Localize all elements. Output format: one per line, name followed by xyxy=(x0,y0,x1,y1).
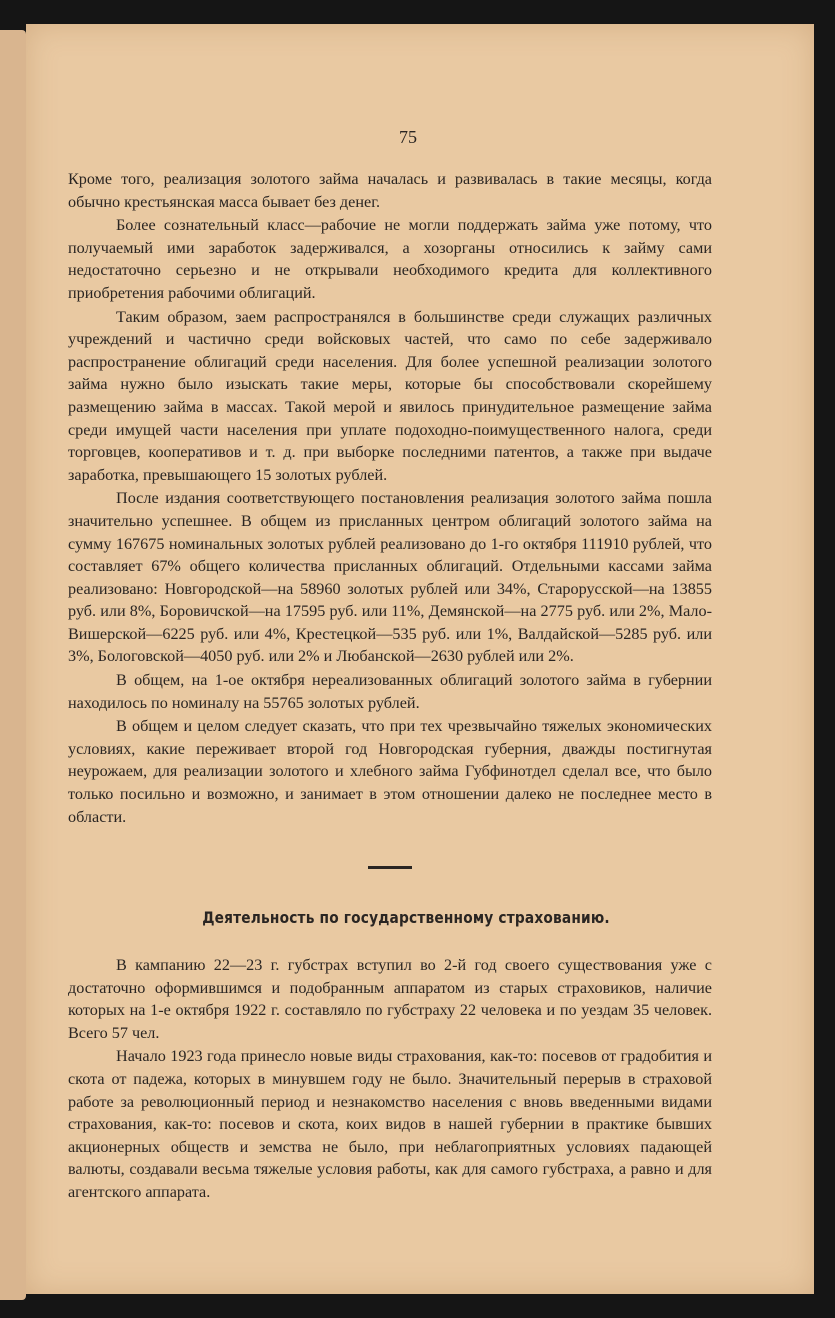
paragraph: Кроме того, реализация золотого займа началась и развивалась в такие месяцы, когда обычно крестьянская масса бывает без денег. xyxy=(68,170,712,211)
paragraph: После издания соответствующего постановления реализация золотого займа пошла значительно успешнее. В общем из присланных центром облигаций золотого займа на сумму 167675 номинальных золотых рублей реализовано до 1-го октября 111910 рублей, что составляет 67% общего количества присланных облигаций. Отдельными кассами займа реализовано: Новгородской—на 58960 золотых рублей или 34%, Старорусской—на 13855 руб. или 8%, Боровичской—на 17595 руб. или 11%, Демянской—на 2775 руб. или 2%, Мало-Вишерской—6225 руб. или 4%, Крестецкой—535 руб. или 1%, Валдайской—5285 руб. или 3%, Бологовской—4050 руб. или 2% и Любанской—2630 рублей или 2%. xyxy=(68,489,712,666)
paragraph: Более сознательный класс—рабочие не могли поддержать займа уже потому, что получаемый ими заработок задерживался, а хозорганы относились к займу сами недостаточно серьезно и не открывали необходимого кредита для коллективного приобретения рабочими облигаций. xyxy=(68,216,712,302)
page-number: 75 xyxy=(399,127,417,147)
paragraph: Таким образом, заем распространялся в большинстве среди служащих различных учреждений и частично среди войсковых частей, что само по себе задерживало распространение облигаций среди населения. Для более успешной реализации золотого займа нужно было изыскать такие меры, которые бы способствовали скорейшему размещению займа в массах. Такой мерой и явилось принудительное размещение займа среди имущей части населения при уплате подоходно-поимущественного налога, среди торговцев, кооперативов и т. д. при выборке последними патентов, а также при выдаче заработка, превышающего 15 золотых рублей. xyxy=(68,307,712,484)
text-block-insurance xyxy=(68,954,712,1205)
paragraph: В общем, на 1-ое октября нереализованных облигаций золотого займа в губернии находилось по номиналу на 55765 золотых рублей. xyxy=(68,671,712,712)
book-page xyxy=(26,24,814,1294)
paragraph: Начало 1923 года принесло новые виды страхования, как-то: посевов от градобития и скота от падежа, которых в минувшем году не было. Значительный перерыв в страховой работе за революционный период и незнакомство населения с вновь введенными видами страхования, как-то: посевов и скота, коих видов в нашей губернии в практике бывших акционерных обществ и земства не было, при неблагоприятных условиях падающей валюты, создавали весьма тяжелые условия работы, как для самого губстраха, а равно и для агентского аппарата. xyxy=(68,1047,712,1201)
paragraph: В кампанию 22—23 г. губстрах вступил во 2-й год своего существования уже с достаточно оформившимся и подобранным аппаратом из старых страховиков, наличие которых на 1-е октября 1922 г. составляло по губстраху 22 человека и по уездам 35 человек. Всего 57 чел. xyxy=(68,956,712,1042)
section-heading: Деятельность по государственному страхованию. xyxy=(202,908,610,927)
paragraph: В общем и целом следует сказать, что при тех чрезвычайно тяжелых экономических условиях, какие переживает второй год Новгородская губерния, дважды постигнутая неурожаем, для реализации золотого и хлебного займа Губфинотдел сделал все, что было только посильно и возможно, и занимает в этом отношении далеко не последнее место в области. xyxy=(68,717,712,826)
left-page-edge xyxy=(0,30,26,1300)
text-block-loan xyxy=(68,168,712,829)
section-divider xyxy=(368,866,412,869)
